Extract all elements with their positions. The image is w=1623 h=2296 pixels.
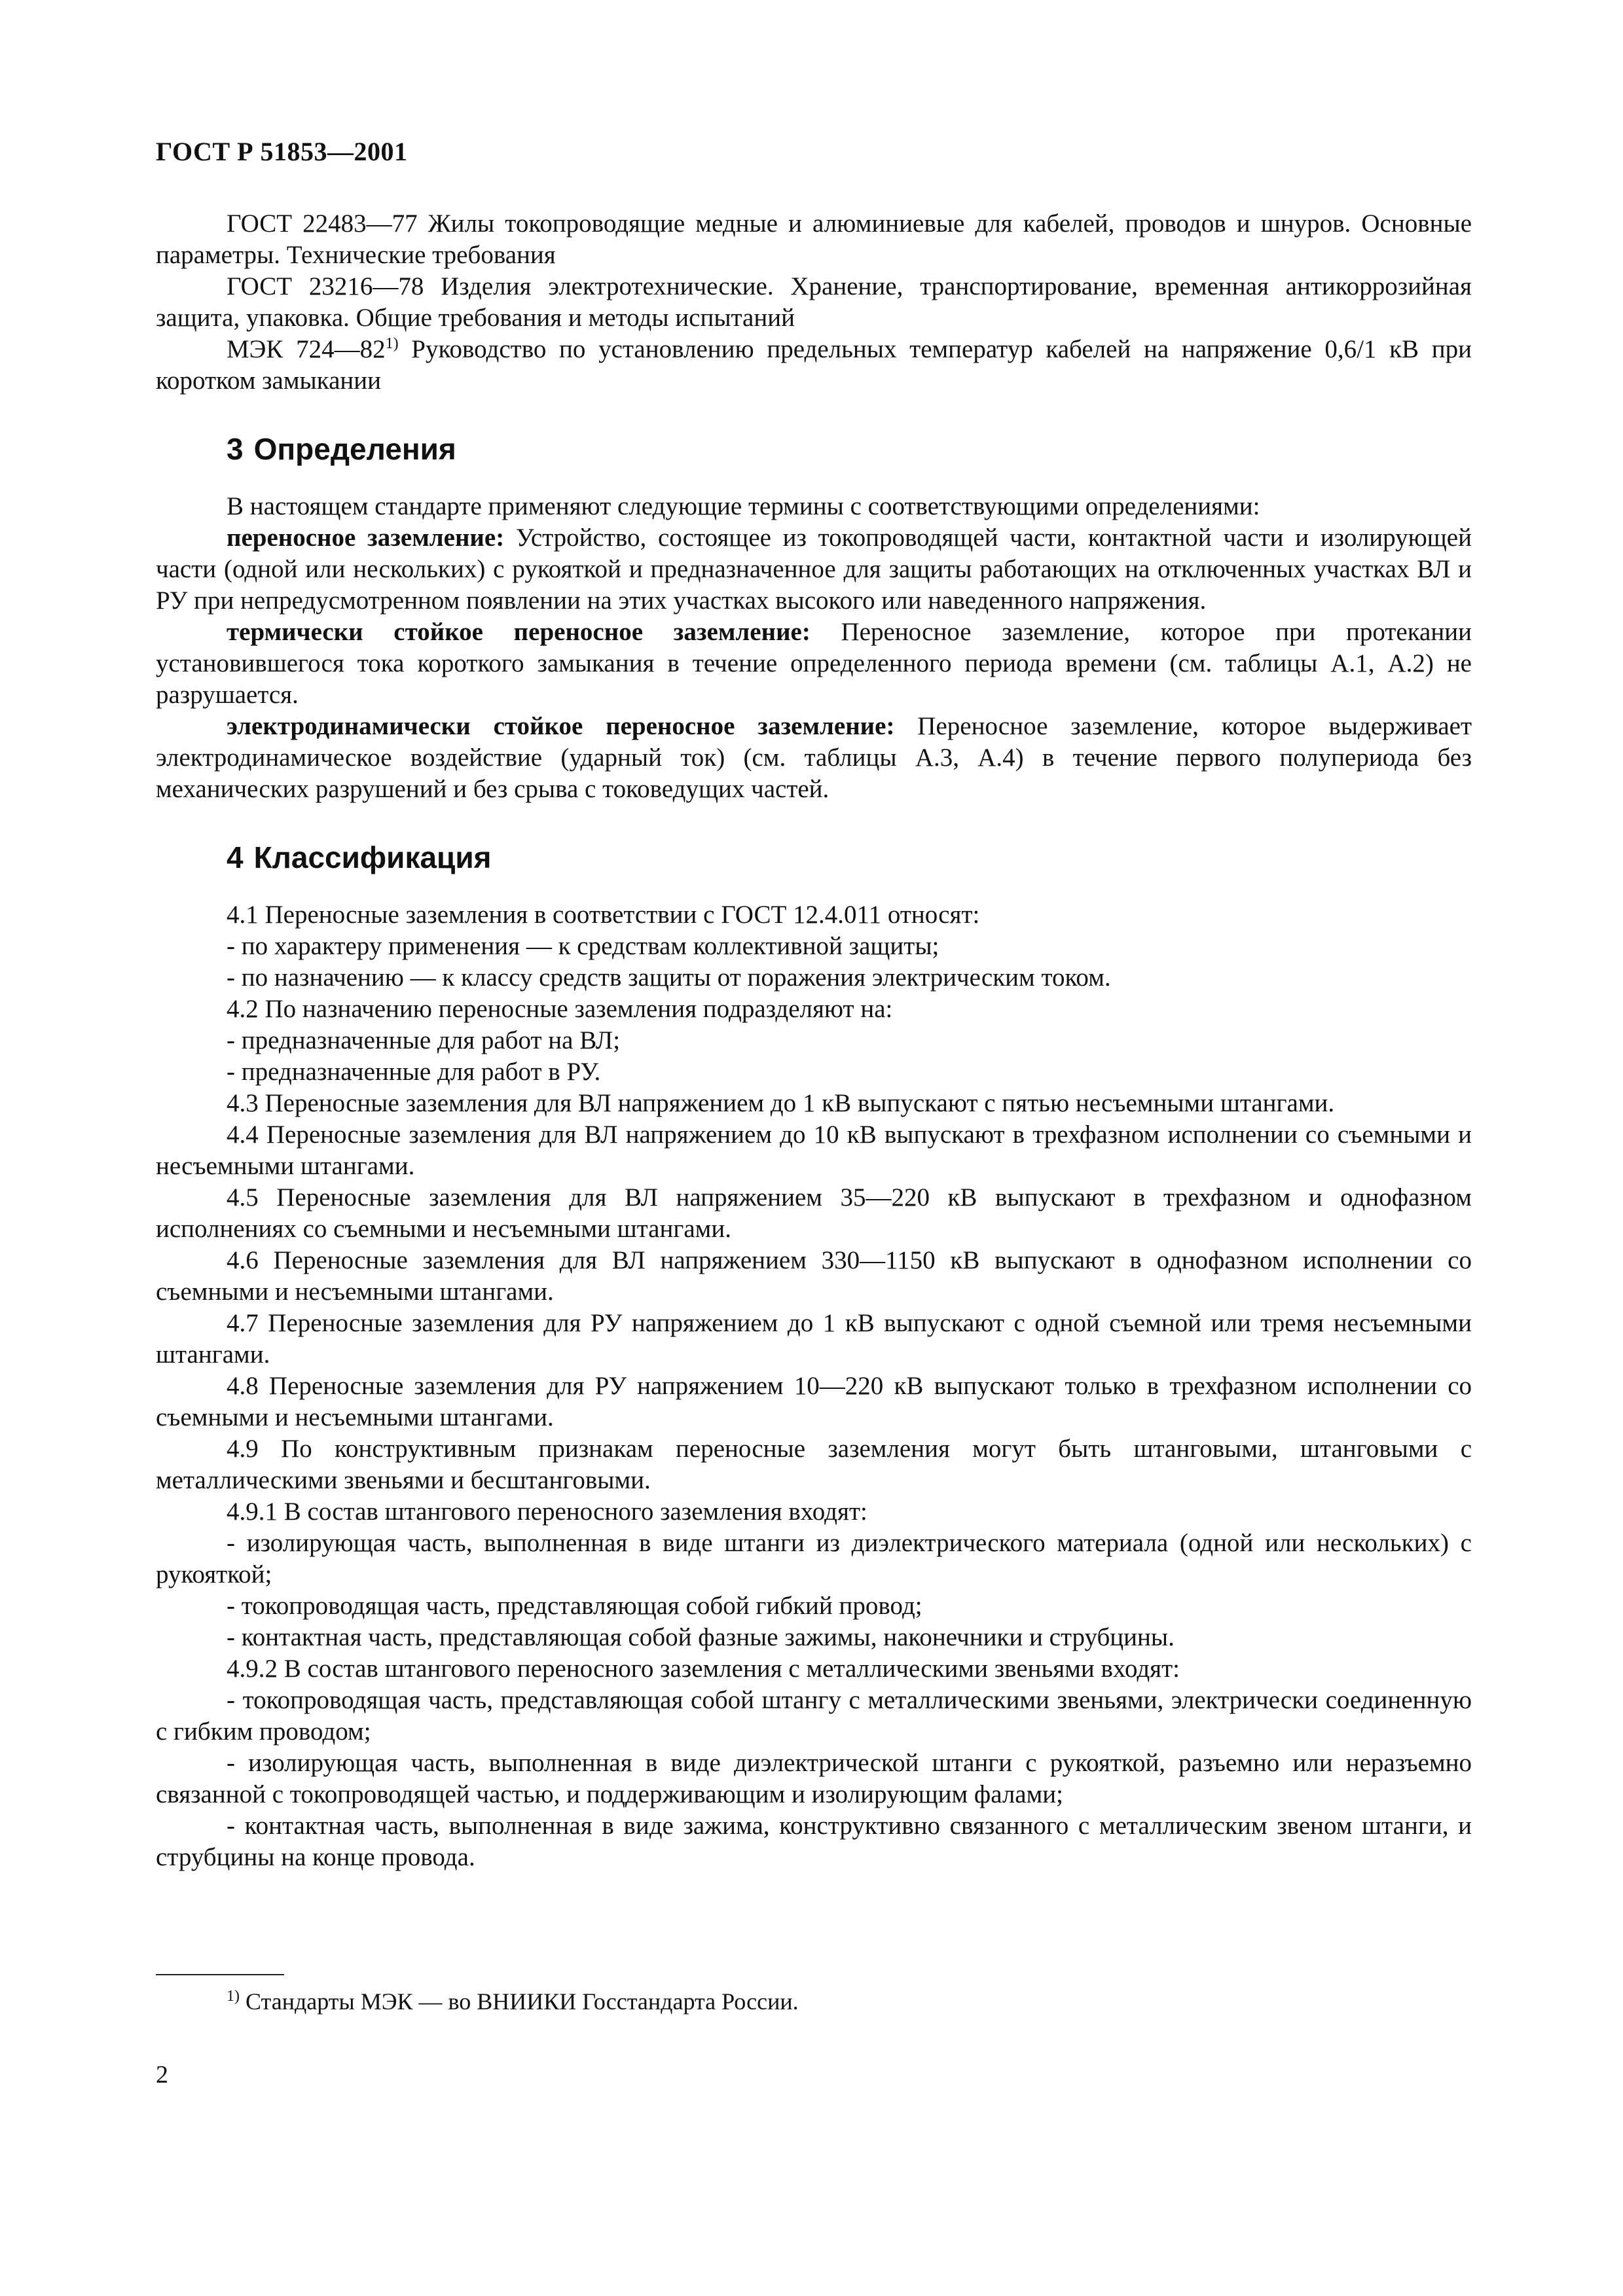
section-4-title: Классификация <box>253 840 492 874</box>
section-3-title: Определения <box>253 432 456 466</box>
clause-4-9-1: 4.9.1 В состав штангового переносного заземления входят: <box>227 1498 867 1526</box>
ref-iec-724 <box>156 334 1472 397</box>
definition-text: Переносное заземление, которое выдерживает электродинамическое воздействие (ударный ток) (см. таблицы А.3, А.4) в течение первого полупериода без механических разрушений и без срыва с токоведущих частей. <box>156 712 1472 803</box>
clause-4-7: 4.7 Переносные заземления для РУ напряжением до 1 кВ выпускают с одной съемной или тремя несъемными штангами. <box>156 1309 1472 1369</box>
section-4-heading <box>227 839 1472 876</box>
clause-4-1: 4.1 Переносные заземления в соответствии с ГОСТ 12.4.011 относят: <box>227 901 980 929</box>
clause-4-8: 4.8 Переносные заземления для РУ напряжением 10—220 кВ выпускают только в трехфазном исполнении со съемными и несъемными штангами. <box>156 1372 1472 1431</box>
clause-4-1-item: - по характеру применения — к средствам коллективной защиты; <box>227 932 939 960</box>
definition-text: Устройство, состоящее из токопроводящей части, контактной части и изолирующей части (одной или нескольких) с рукояткой и предназначенное для защиты работающих на отключенных участках ВЛ и РУ при непредусмотренном появлении на этих участках высокого или наведенного напряжения. <box>156 524 1472 615</box>
clause-4-2: 4.2 По назначению переносные заземления подразделяют на: <box>227 995 893 1023</box>
document-body <box>156 208 1472 1873</box>
clause-4-5: 4.5 Переносные заземления для ВЛ напряжением 35—220 кВ выпускают в трехфазном и однофазном исполнениях со съемными и несъемными штангами. <box>156 1183 1472 1243</box>
clause-4-9-1-item: - контактная часть, представляющая собой фазные зажимы, наконечники и струбцины. <box>227 1623 1175 1651</box>
clause-4-9-2-item: - контактная часть, выполненная в виде зажима, конструктивно связанного с металлическим звеном штанги, и струбцины на конце провода. <box>156 1812 1472 1871</box>
definition-portable-grounding <box>156 522 1472 617</box>
footnote-text: Стандарты МЭК — во ВНИИКИ Госстандарта России. <box>240 1988 799 2015</box>
clause-4-2-item: - предназначенные для работ на ВЛ; <box>227 1026 621 1054</box>
definition-electrodynamic-resistant <box>156 711 1472 805</box>
clause-4-9-2-item: - токопроводящая часть, представляющая собой штангу с металлическими звеньями, электрически соединенную с гибким проводом; <box>156 1686 1472 1746</box>
ref-gost-22483: ГОСТ 22483—77 Жилы токопроводящие медные и алюминиевые для кабелей, проводов и шнуров. Основные параметры. Технические требования <box>156 209 1472 269</box>
section-4-number: 4 <box>227 840 244 874</box>
clause-4-9-2-item: - изолирующая часть, выполненная в виде диэлектрической штанги с рукояткой, разъемно или неразъемно связанной с токопроводящей частью, и поддерживающим и изолирующим фалами; <box>156 1749 1472 1808</box>
definition-term: термически стойкое переносное заземление: <box>227 618 811 646</box>
section-3-heading <box>227 431 1472 467</box>
page-number: 2 <box>156 2061 168 2089</box>
clause-4-1-item: - по назначению — к классу средств защиты от поражения электрическим током. <box>227 963 1111 992</box>
definition-thermal-resistant <box>156 617 1472 711</box>
definition-term: электродинамически стойкое переносное заземление: <box>227 712 895 740</box>
clause-4-9-2: 4.9.2 В состав штангового переносного заземления с металлическими звеньями входят: <box>227 1655 1180 1683</box>
clause-4-9-1-item: - токопроводящая часть, представляющая собой гибкий провод; <box>227 1592 922 1620</box>
definition-text: Переносное заземление, которое при протекании установившегося тока короткого замыкания в течение определенного периода времени (см. таблицы А.1, А.2) не разрушается. <box>156 618 1472 709</box>
clause-4-3: 4.3 Переносные заземления для ВЛ напряжением до 1 кВ выпускают с пятью несъемными штангами. <box>227 1089 1335 1117</box>
footnote-divider <box>156 1974 284 1975</box>
clause-4-9: 4.9 По конструктивным признакам переносные заземления могут быть штанговыми, штанговыми с металлическими звеньями и бесштанговыми. <box>156 1435 1472 1494</box>
footnote-ref-mark: 1) <box>385 335 399 352</box>
ref-gost-23216: ГОСТ 23216—78 Изделия электротехнические. Хранение, транспортирование, временная антикоррозийная защита, упаковка. Общие требования и методы испытаний <box>156 272 1472 332</box>
section-3-intro: В настоящем стандарте применяют следующие термины с соответствующими определениями: <box>227 492 1260 520</box>
section-3-number: 3 <box>227 432 244 466</box>
clause-4-6: 4.6 Переносные заземления для ВЛ напряжением 330—1150 кВ выпускают в однофазном исполнении со съемными и несъемными штангами. <box>156 1246 1472 1306</box>
clause-4-4: 4.4 Переносные заземления для ВЛ напряжением до 10 кВ выпускают в трехфазном исполнении со съемными и несъемными штангами. <box>156 1121 1472 1180</box>
ref-iec-text: Руководство по установлению предельных температур кабелей на напряжение 0,6/1 кВ при коротком замыкании <box>156 335 1472 395</box>
ref-iec-code: МЭК 724—82 <box>227 335 386 363</box>
clause-4-2-item: - предназначенные для работ в РУ. <box>227 1058 601 1086</box>
document-header: ГОСТ Р 51853—2001 <box>156 137 408 166</box>
definition-term: переносное заземление: <box>227 524 505 552</box>
footnote <box>227 1987 799 2016</box>
footnote-mark: 1) <box>227 1988 240 2005</box>
clause-4-9-1-item: - изолирующая часть, выполненная в виде штанги из диэлектрического материала (одной или нескольких) с рукояткой; <box>156 1529 1472 1588</box>
